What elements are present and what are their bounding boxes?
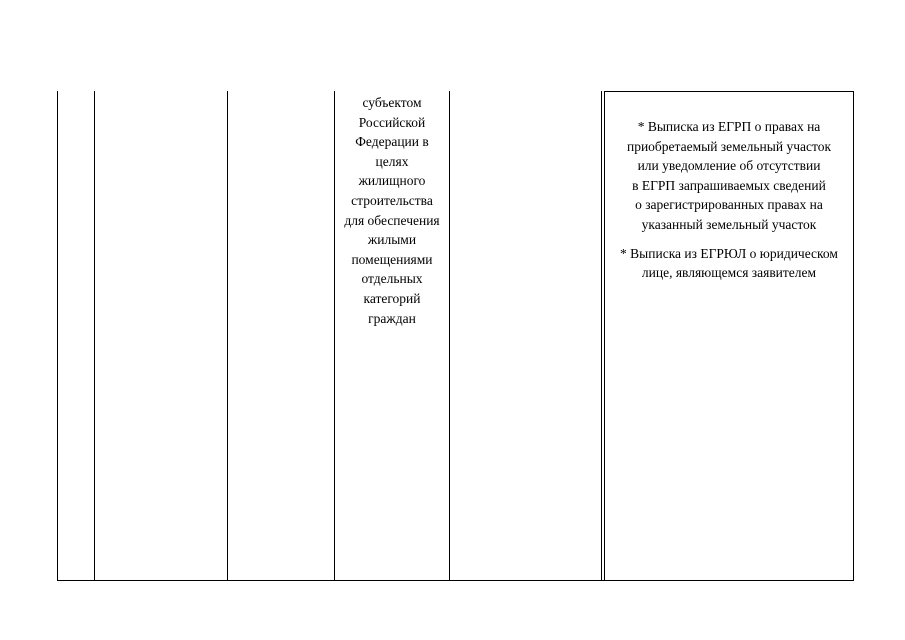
column-border-2 [94, 91, 95, 581]
egrul-extract-paragraph [604, 244, 854, 283]
purpose-line: отдельных [361, 271, 423, 287]
purpose-line: Федерации в [355, 134, 429, 150]
column-border-6a [601, 91, 602, 581]
purpose-line: помещениями [351, 251, 433, 267]
documents-line: указанный земельный участок [641, 216, 817, 232]
column-border-1 [57, 91, 58, 581]
documents-line: лице, являющемся заявителем [641, 265, 817, 281]
purpose-line: жилищного [358, 173, 426, 189]
table-bottom-border [57, 580, 854, 581]
documents-line: приобретаемый земельный участок [626, 138, 832, 154]
documents-line: в ЕГРП запрашиваемых сведений [632, 177, 826, 193]
purpose-line: жилыми [367, 232, 417, 248]
documents-cell [604, 117, 854, 292]
purpose-line: целях [375, 153, 409, 169]
purpose-line: категорий [363, 290, 421, 306]
purpose-line: субъектом [362, 95, 422, 110]
purpose-line: строительства [351, 192, 433, 208]
purpose-line: граждан [368, 310, 416, 326]
documents-line: или уведомление об отсутствии [637, 158, 821, 174]
purpose-line: для обеспечения [344, 212, 440, 228]
table-top-border-right [604, 91, 854, 92]
column-border-3 [227, 91, 228, 581]
documents-line: о зарегистрированных правах на [635, 197, 823, 213]
purpose-cell [335, 93, 449, 328]
documents-line: * Выписка из ЕГРП о правах на [637, 119, 821, 134]
column-border-5 [449, 91, 450, 581]
egrp-extract-paragraph [604, 117, 854, 235]
documents-line: * Выписка из ЕГРЮЛ о юридическом [620, 245, 838, 261]
purpose-line: Российской [358, 114, 426, 130]
